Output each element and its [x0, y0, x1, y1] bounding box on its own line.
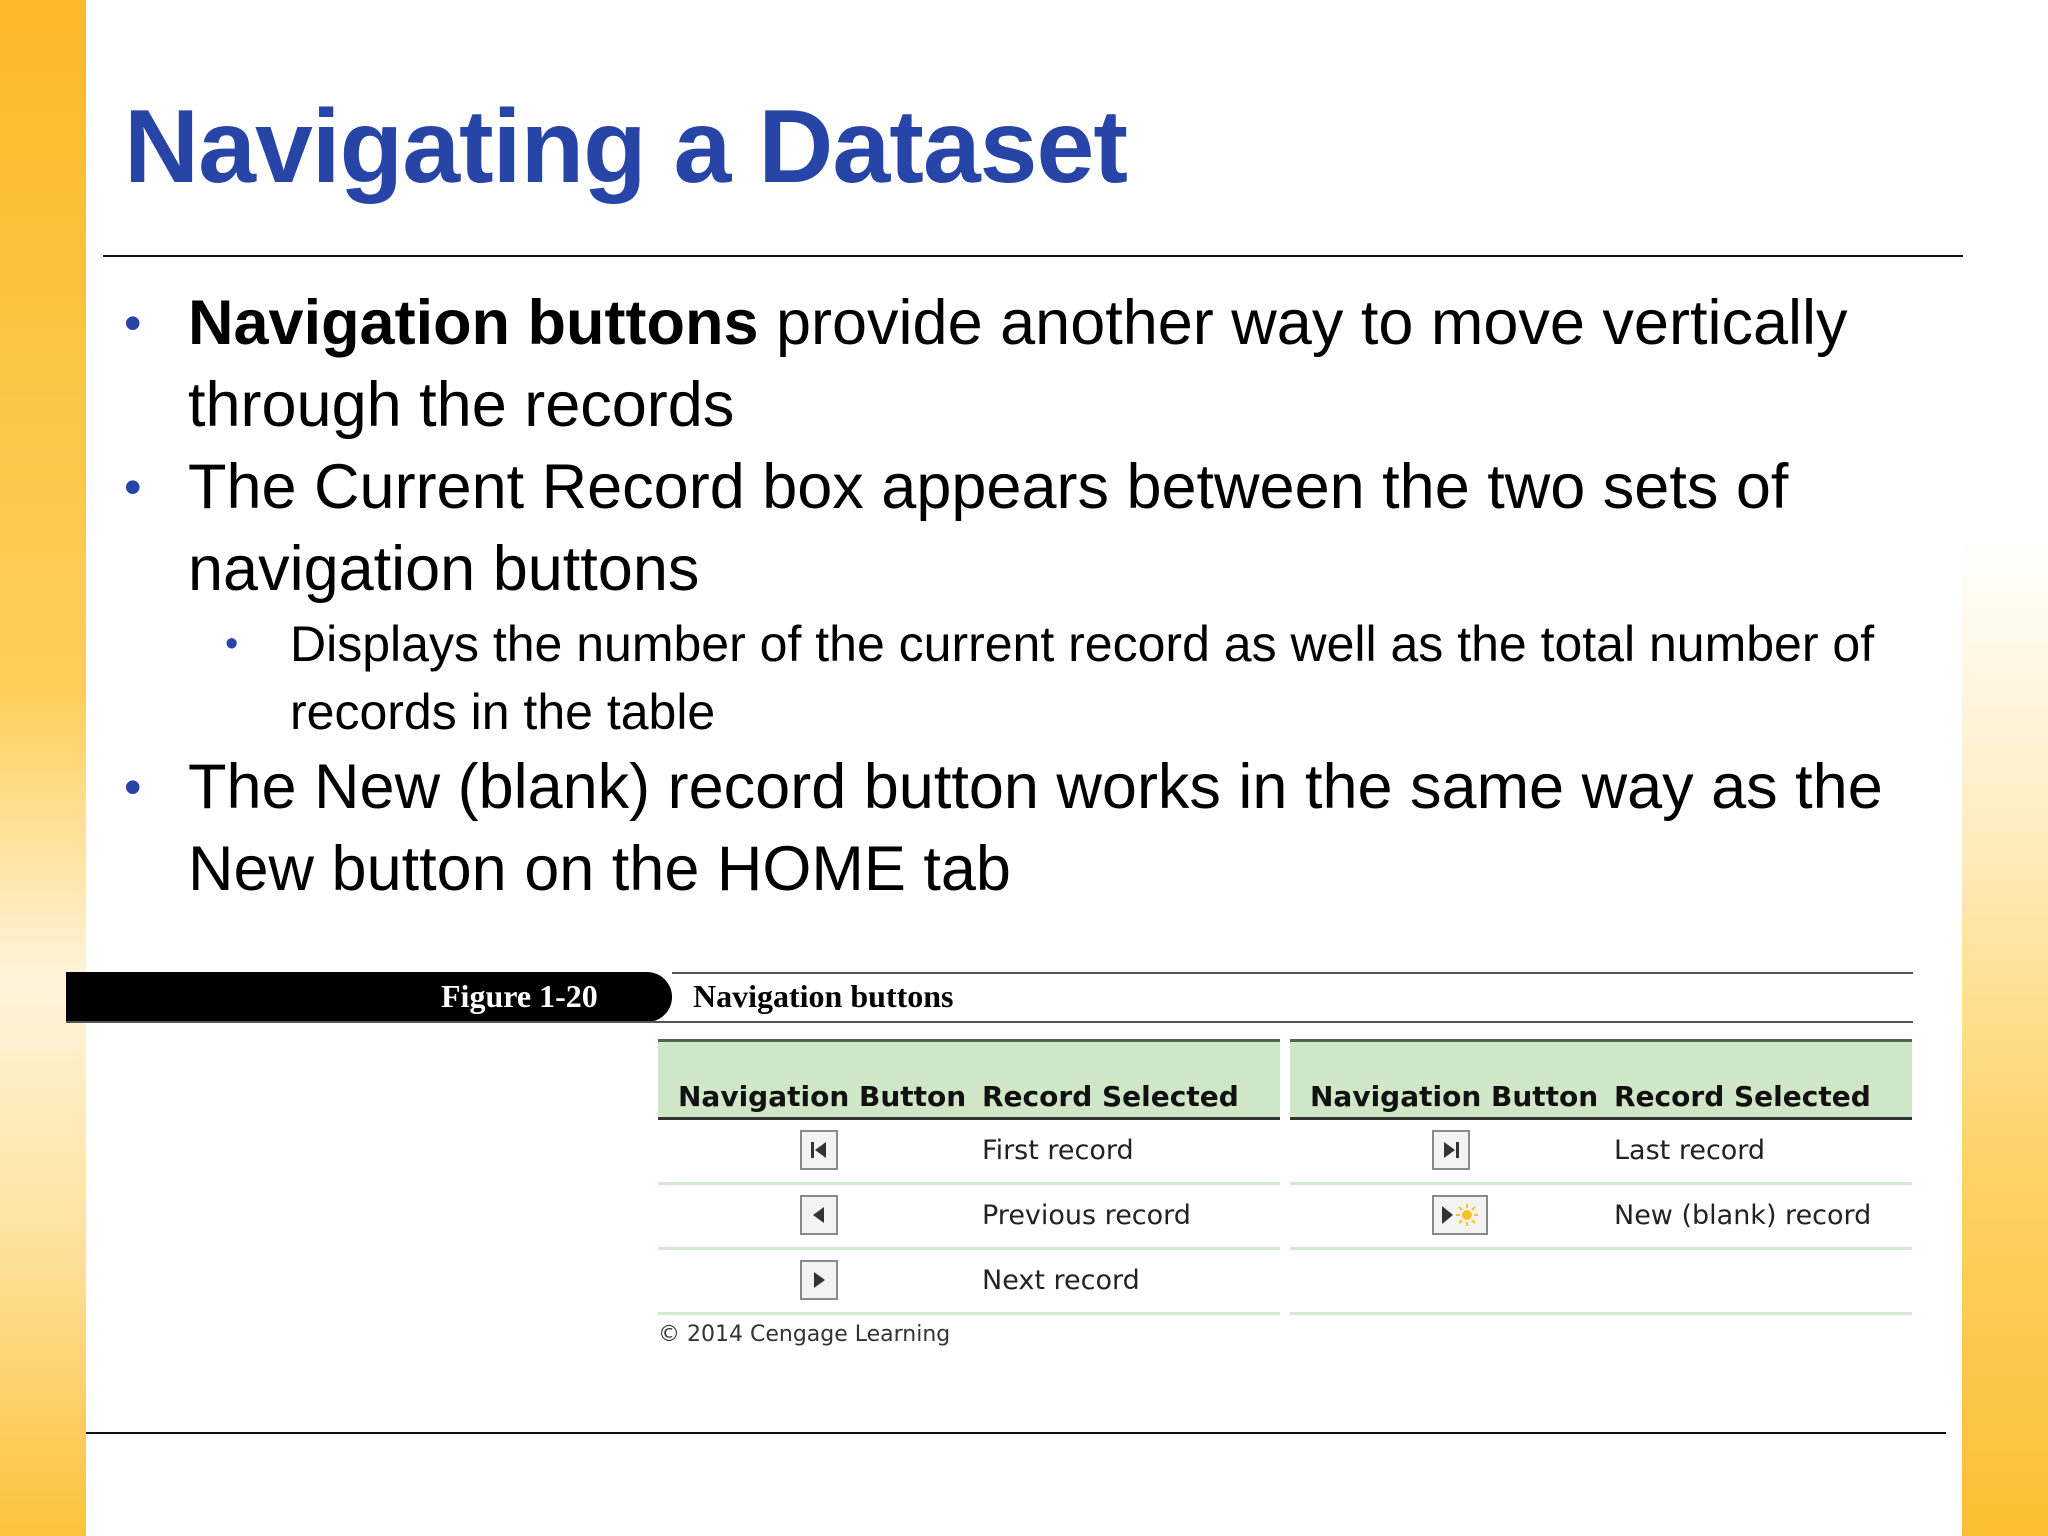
first-record-icon [800, 1130, 838, 1170]
record-label: First record [982, 1135, 1134, 1166]
bullet-1-bold: Navigation buttons [188, 288, 759, 358]
title-divider [103, 255, 1963, 257]
right-accent-bar [1962, 0, 2048, 1536]
table-row [658, 1120, 1280, 1185]
bullet-dot: • [124, 295, 142, 351]
table-header [1290, 1039, 1912, 1120]
figure-caption: Navigation buttons [693, 978, 954, 1014]
table-row [1290, 1185, 1912, 1250]
figure-credit: © 2014 Cengage Learning [658, 1322, 951, 1347]
header-record-selected: Record Selected [1614, 1080, 1871, 1113]
header-navigation-button: Navigation Button [1310, 1080, 1599, 1113]
bullet-3 [124, 746, 1954, 910]
left-accent-bar [0, 0, 86, 1536]
record-label: Next record [982, 1265, 1140, 1296]
nav-table-right [1290, 1039, 1912, 1315]
next-record-icon [800, 1260, 838, 1300]
record-label: Last record [1614, 1135, 1766, 1166]
table-row [658, 1250, 1280, 1315]
bottom-divider [86, 1432, 1946, 1434]
bullet-1-text: provide another way to move vertically through the records [188, 288, 1848, 440]
figure-label: Figure 1-20 [441, 978, 598, 1014]
bullet-2-sub-1 [124, 610, 1954, 746]
bullet-2 [124, 446, 1954, 610]
record-label: New (blank) record [1614, 1200, 1872, 1231]
header-navigation-button: Navigation Button [678, 1080, 967, 1113]
header-record-selected: Record Selected [982, 1080, 1239, 1113]
new-blank-record-icon [1432, 1195, 1488, 1235]
table-row [1290, 1120, 1912, 1185]
table-header [658, 1039, 1280, 1120]
bullet-1 [124, 282, 1954, 446]
table-row [658, 1185, 1280, 1250]
bullet-3-text: The New (blank) record button works in the same way as the New button on the HOME tab [188, 752, 1883, 904]
nav-table-left [658, 1039, 1280, 1315]
figure-top-rule [672, 972, 1913, 974]
table-row [1290, 1250, 1912, 1315]
figure-bottom-rule [66, 1021, 1913, 1023]
last-record-icon [1432, 1130, 1470, 1170]
bullet-2-sub-1-text: Displays the number of the current record as well as the total number of records in the table [290, 616, 1875, 740]
bullet-2-text: The Current Record box appears between the two sets of navigation buttons [188, 452, 1789, 604]
sub-bullet-dot: • [225, 623, 239, 665]
record-label: Previous record [982, 1200, 1191, 1231]
bullet-list [124, 282, 1954, 910]
slide-title: Navigating a Dataset [124, 89, 1127, 205]
bullet-dot: • [124, 759, 142, 815]
bullet-dot: • [124, 459, 142, 515]
previous-record-icon [800, 1195, 838, 1235]
